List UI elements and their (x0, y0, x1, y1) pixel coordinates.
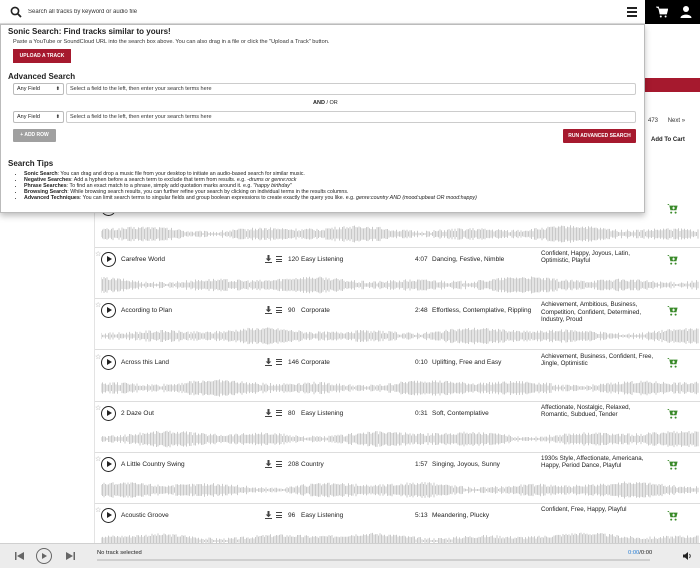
track-mood[interactable]: Meandering, Plucky (432, 512, 490, 520)
pagination (648, 118, 693, 124)
favorite-star-icon[interactable]: ☆ (95, 353, 102, 361)
field-select-2[interactable] (13, 111, 64, 123)
track-row[interactable] (95, 453, 700, 504)
next-track-icon[interactable] (66, 552, 75, 560)
track-length: 4:07 (415, 256, 428, 264)
user-icon[interactable] (680, 5, 692, 18)
track-title[interactable]: 2 Daze Out (121, 409, 154, 417)
add-to-cart-header: Add To Cart (651, 137, 685, 143)
tip-item: • Phrase Searches: To find an exact match to a phrase, simply add quotation marks around it. e.g. "happy birthday" (24, 183, 634, 189)
track-style-tags[interactable]: Affectionate, Nostalgic, Relaxed, Romantic, Subdued, Tender (541, 403, 631, 419)
select-arrows-icon: ⬍ (55, 114, 60, 120)
track-waveform[interactable] (101, 326, 699, 346)
search-tips-title: Search Tips (8, 159, 54, 168)
track-menu-icon[interactable] (276, 359, 282, 365)
previous-track-icon[interactable] (15, 552, 24, 560)
run-advanced-search-button[interactable]: RUN ADVANCED SEARCH (563, 129, 636, 143)
track-style-tags[interactable]: 1930s Style, Affectionate, Americana, Happy, Period Dance, Playful (541, 455, 644, 470)
field-select-2-value: Any Field (17, 114, 40, 120)
and-or-toggle[interactable] (313, 100, 338, 106)
total-time: /0:00 (639, 550, 653, 556)
track-title[interactable]: According to Plan (121, 307, 172, 315)
track-menu-icon[interactable] (276, 307, 282, 313)
add-to-cart-icon[interactable] (667, 357, 678, 368)
track-genre[interactable]: Easy Listening (301, 256, 344, 264)
favorite-star-icon[interactable]: ☆ (95, 404, 102, 412)
track-play-button[interactable] (101, 508, 116, 523)
audio-player (0, 543, 700, 568)
track-mood[interactable]: Uplifting, Free and Easy (432, 358, 502, 366)
upload-track-button[interactable]: UPLOAD A TRACK (13, 49, 71, 63)
track-bpm[interactable]: 120 (288, 256, 299, 264)
track-waveform[interactable] (101, 480, 699, 500)
track-bpm[interactable]: 90 (288, 307, 296, 315)
track-waveform[interactable] (101, 378, 699, 398)
track-mood[interactable]: Singing, Joyous, Sunny (432, 461, 500, 468)
track-genre[interactable]: Country (301, 461, 324, 468)
track-waveform[interactable] (101, 224, 699, 244)
volume-icon[interactable] (683, 552, 692, 560)
track-title[interactable]: Acoustic Groove (121, 512, 169, 520)
player-status: No track selected (97, 550, 142, 556)
track-menu-icon[interactable] (276, 461, 282, 467)
download-icon[interactable] (265, 358, 272, 366)
pager-page[interactable]: 473 (648, 118, 659, 124)
player-play-button[interactable] (36, 548, 52, 564)
favorite-star-icon[interactable]: ☆ (95, 251, 102, 259)
track-style-tags[interactable]: Achievement, Ambitious, Business, Competition, Confident, Determined, Industry, Proud (541, 301, 642, 323)
player-time (628, 550, 652, 556)
track-play-button[interactable] (101, 355, 116, 370)
download-icon[interactable] (265, 306, 272, 314)
pager-next[interactable]: Next » (667, 118, 686, 124)
track-row[interactable] (95, 351, 700, 402)
track-genre[interactable]: Corporate (301, 307, 330, 315)
track-mood[interactable]: Dancing, Festive, Nimble (432, 256, 505, 264)
track-style-tags[interactable]: Confident, Happy, Joyous, Latin, Optimistic, Playful (541, 250, 630, 265)
favorite-star-icon[interactable]: ☆ (95, 507, 102, 515)
track-length: 0:31 (415, 409, 428, 417)
search-tips-list (24, 171, 634, 201)
field-select-1[interactable] (13, 83, 64, 95)
download-icon[interactable] (265, 255, 272, 263)
search-panel (0, 24, 645, 213)
favorite-star-icon[interactable]: ☆ (95, 302, 102, 310)
track-play-button[interactable] (101, 406, 116, 421)
select-arrows-icon: ⬍ (55, 86, 60, 92)
add-to-cart-icon[interactable] (667, 305, 678, 316)
or-label[interactable]: / OR (324, 100, 338, 106)
download-icon[interactable] (265, 460, 272, 468)
track-bpm[interactable]: 208 (288, 461, 299, 468)
track-play-button[interactable] (101, 457, 116, 472)
track-mood[interactable]: Soft, Contemplative (432, 409, 489, 417)
download-icon[interactable] (265, 409, 272, 417)
current-time: 0:00 (628, 550, 640, 556)
track-row[interactable] (95, 299, 700, 350)
download-icon[interactable] (265, 511, 272, 519)
track-length: 5:13 (415, 512, 428, 520)
track-play-button[interactable] (101, 303, 116, 318)
cart-icon[interactable] (656, 6, 668, 18)
track-waveform[interactable] (101, 275, 699, 295)
track-mood[interactable]: Effortless, Contemplative, Rippling (432, 307, 532, 315)
search-term-input-1[interactable]: Select a field to the left, then enter your search terms here (66, 83, 636, 95)
background-banner (645, 78, 700, 92)
track-play-button[interactable] (101, 252, 116, 267)
track-row[interactable] (95, 248, 700, 299)
track-title[interactable]: Carefree World (121, 256, 165, 264)
search-term-input-2[interactable]: Select a field to the left, then enter your search terms here (66, 111, 636, 123)
track-menu-icon[interactable] (276, 512, 282, 518)
field-select-1-value: Any Field (17, 86, 40, 92)
track-waveform[interactable] (101, 429, 699, 449)
track-bpm[interactable]: 146 (288, 358, 299, 366)
player-progress-bar[interactable] (97, 559, 650, 561)
and-label[interactable]: AND (313, 100, 325, 106)
track-bpm[interactable]: 80 (288, 409, 296, 417)
sonic-search-description: Paste a YouTube or SoundCloud URL into the search box above. You can also drag in a file or click the "Upload a Track" button. (13, 39, 330, 45)
track-menu-icon[interactable] (276, 256, 282, 262)
track-style-tags[interactable]: Confident, Free, Happy, Playful (541, 506, 627, 514)
add-to-cart-icon[interactable] (667, 408, 678, 419)
search-icon[interactable] (10, 6, 22, 18)
tip-item: • Sonic Search: You can drag and drop a music file from your desktop to initiate an audio-based search for similar music. (24, 171, 634, 177)
sonic-search-title: Sonic Search: Find tracks similar to yours! (8, 27, 171, 36)
add-to-cart-icon[interactable] (667, 203, 678, 214)
track-genre[interactable]: Easy Listening (301, 512, 344, 520)
track-style-tags[interactable]: Achievement, Business, Confident, Free, Jingle, Optimistic (541, 352, 654, 367)
track-length: 1:57 (415, 461, 428, 468)
tip-item: • Advanced Techniques: You can limit search terms to singular fields and group boolean expressions to create exactly the query you like. e.g. genre:country AND (mood:upbeat OR mood:happy) (24, 195, 634, 201)
hamburger-icon[interactable] (627, 7, 637, 16)
track-genre[interactable]: Easy Listening (301, 409, 344, 417)
track-genre[interactable]: Corporate (301, 358, 330, 366)
add-to-cart-icon[interactable] (667, 510, 678, 521)
search-bar (0, 0, 645, 24)
track-length: 2:48 (415, 307, 428, 315)
add-to-cart-icon[interactable] (667, 254, 678, 265)
track-title[interactable]: Across this Land (121, 358, 170, 366)
track-row[interactable] (95, 402, 700, 453)
favorite-star-icon[interactable]: ☆ (95, 456, 102, 463)
track-length: 0:10 (415, 358, 428, 366)
add-row-button[interactable]: + ADD ROW (13, 129, 56, 142)
add-to-cart-icon[interactable] (667, 459, 678, 470)
advanced-search-title: Advanced Search (8, 72, 76, 81)
tip-item: • Browsing Search: While browsing search results, you can further refine your search by clicking on individual terms in the results columns. (24, 189, 634, 195)
track-menu-icon[interactable] (276, 410, 282, 416)
track-title[interactable]: A Little Country Swing (121, 461, 185, 468)
tip-item: • Negative Searches: Add a hyphen before a search term to exclude that term from results. e.g. -drums or genre:rock (24, 177, 634, 183)
search-input[interactable] (28, 5, 588, 19)
track-bpm[interactable]: 96 (288, 512, 296, 520)
